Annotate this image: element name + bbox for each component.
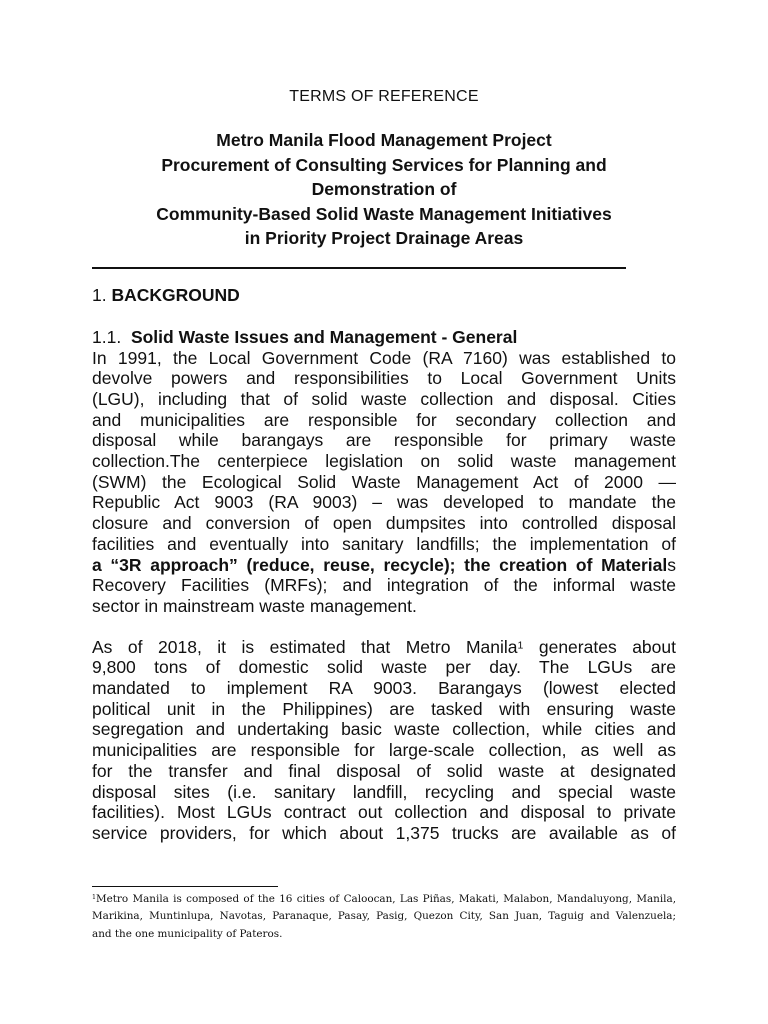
- paragraph-line: facilities and eventually into sanitary landfills; the implementation of: [92, 533, 676, 554]
- paragraph-line: In 1991, the Local Government Code (RA 7160) was established to: [92, 347, 676, 368]
- footnote-text: Metro Manila is composed of the 16 cities of Caloocan, Las Piñas, Makati, Malabon, Mandaluyong, Manila,: [95, 893, 676, 905]
- paragraph-line: political unit in the Philippines) are tasked with ensuring waste: [92, 698, 676, 719]
- paragraph-line: Recovery Facilities (MRFs); and integration of the informal waste: [92, 575, 676, 596]
- paragraph-line: closure and conversion of open dumpsites into controlled disposal: [92, 513, 676, 534]
- title-divider: [92, 267, 626, 269]
- footnote-reference[interactable]: 1: [517, 638, 524, 651]
- paragraph-line: (SWM) the Ecological Solid Waste Management Act of 2000 —: [92, 471, 676, 492]
- paragraph-line: Republic Act 9003 (RA 9003) – was developed to mandate the: [92, 492, 676, 513]
- paragraph-line: municipalities are responsible for large-scale collection, as well as: [92, 740, 676, 761]
- 3r-approach-suffix: s: [667, 554, 676, 575]
- paragraph-line-first: [92, 637, 676, 658]
- paragraph-local-government-code: [92, 348, 676, 617]
- section-number: 1.: [92, 284, 107, 305]
- footnote-line: and the one municipality of Pateros.: [92, 927, 283, 940]
- paragraph-line: devolve powers and responsibilities to Local Government Units: [92, 368, 676, 389]
- paragraph-metro-manila-waste: [92, 637, 676, 844]
- paragraph-line: 9,800 tons of domestic solid waste per day. The LGUs are: [92, 657, 676, 678]
- paragraph-line: collection.The centerpiece legislation on solid waste management: [92, 451, 676, 472]
- footnote-line: [92, 891, 676, 908]
- paragraph-line: facilities). Most LGUs contract out collection and disposal to private: [92, 802, 676, 823]
- section-heading: [92, 283, 676, 307]
- title-line: Demonstration of: [311, 179, 457, 199]
- document-page: [92, 86, 676, 844]
- subsection-heading: [92, 327, 676, 348]
- paragraph-line-3r: [92, 555, 676, 576]
- paragraph-line: sector in mainstream waste management.: [92, 595, 417, 616]
- subsection-title: Solid Waste Issues and Management - General: [130, 326, 518, 347]
- 3r-approach-text: a “3R approach” (reduce, reuse, recycle); the creation of Material: [92, 554, 668, 575]
- paragraph-line: (LGU), including that of solid waste collection and disposal. Cities: [92, 388, 676, 409]
- footnote: [92, 891, 676, 943]
- line-text: As of 2018, it is estimated that Metro Manila: [92, 636, 518, 657]
- paragraph-line: disposal while barangays are responsible for primary waste: [92, 430, 676, 451]
- footnote-line: Marikina, Muntinlupa, Navotas, Paranaque, Pasay, Pasig, Quezon City, San Juan, Taguig and Valenzuela;: [92, 910, 676, 923]
- title-line: in Priority Project Drainage Areas: [244, 228, 524, 248]
- paragraph-line: mandated to implement RA 9003. Barangays (lowest elected: [92, 678, 676, 699]
- paragraph-line: segregation and undertaking basic waste collection, while cities and: [92, 719, 676, 740]
- paragraph-line: and municipalities are responsible for secondary collection and: [92, 409, 676, 430]
- paragraph-line: disposal sites (i.e. sanitary landfill, recycling and special waste: [92, 781, 676, 802]
- title-line: Procurement of Consulting Services for Planning and: [161, 154, 607, 175]
- footnote-marker: 1: [92, 894, 96, 902]
- footnote-divider: [92, 886, 278, 887]
- document-title: [92, 128, 676, 251]
- title-line: Metro Manila Flood Management Project: [216, 130, 552, 150]
- paragraph-line: service providers, for which about 1,375 trucks are available as of: [92, 822, 676, 843]
- document-header: TERMS OF REFERENCE: [289, 88, 479, 105]
- title-line: Community-Based Solid Waste Management Initiatives: [156, 203, 612, 224]
- subsection-number: 1.1.: [92, 326, 122, 347]
- paragraph-line: for the transfer and final disposal of solid waste at designated: [92, 760, 676, 781]
- section-title: BACKGROUND: [111, 284, 240, 305]
- line-text: generates about: [523, 636, 676, 657]
